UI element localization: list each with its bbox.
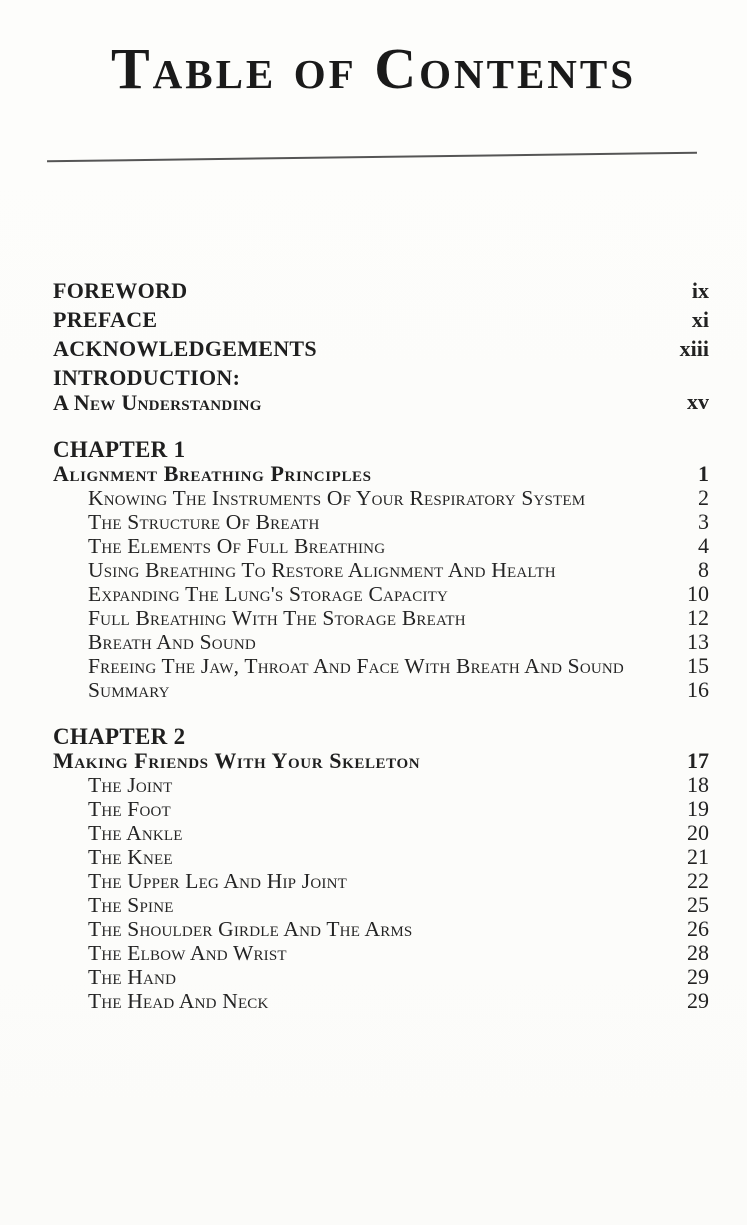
toc-entry-label: The Structure Of Breath [88, 510, 320, 534]
page-title: Table of Contents [110, 36, 637, 101]
toc-entry-label: The Joint [88, 773, 173, 797]
toc-entry-label: Alignment Breathing Principles [53, 461, 372, 486]
toc-entry-page: xv [687, 389, 709, 414]
toc-entry-label: INTRODUCTION: [53, 365, 241, 390]
toc-entry-foreword [53, 278, 709, 307]
toc-entry-label: The Knee [88, 845, 173, 869]
toc-entry [53, 485, 709, 509]
toc-entry [53, 892, 709, 916]
toc-entry [53, 677, 709, 701]
toc-entry-label: The Head And Neck [88, 989, 269, 1013]
toc-entry-page: 19 [687, 796, 709, 821]
toc-entry-page: 18 [687, 772, 709, 797]
toc-chapter-1 [53, 437, 709, 701]
toc-entry-page: 29 [687, 964, 709, 989]
table-of-contents [53, 278, 709, 1012]
toc-entry-page: 2 [698, 485, 709, 510]
toc-entry-page: 25 [687, 892, 709, 917]
toc-entry-label: The Hand [88, 965, 177, 989]
toc-entry-label: Summary [88, 678, 170, 702]
chapter-heading: CHAPTER 2 [53, 724, 186, 749]
toc-entry [53, 868, 709, 892]
toc-entry-page: 15 [687, 653, 709, 678]
toc-entry-label: The Shoulder Girdle And The Arms [88, 917, 413, 941]
toc-entry-label: The Elbow And Wrist [88, 941, 287, 965]
toc-entry-page: 16 [687, 677, 709, 702]
toc-entry [53, 964, 709, 988]
divider-rule [47, 152, 697, 163]
toc-entry [53, 796, 709, 820]
toc-entry [53, 533, 709, 557]
toc-chapter-2 [53, 724, 709, 1012]
toc-entry-label: The Ankle [88, 821, 183, 845]
toc-entry-page: 8 [698, 557, 709, 582]
toc-entry-page: 29 [687, 988, 709, 1013]
toc-entry-chapter-title [53, 461, 709, 485]
toc-entry-page: 10 [687, 581, 709, 606]
toc-entry-page: xi [691, 307, 709, 332]
toc-entry [53, 581, 709, 605]
toc-entry-label: The Foot [88, 797, 171, 821]
toc-entry-label: PREFACE [53, 307, 158, 332]
toc-entry [53, 916, 709, 940]
toc-entry-page: 26 [687, 916, 709, 941]
toc-entry-subtitle: A New Understanding [53, 390, 262, 415]
toc-entry-label: The Spine [88, 893, 174, 917]
toc-entry-label: FOREWORD [53, 278, 188, 303]
toc-entry-page: 1 [698, 461, 709, 486]
toc-entry [53, 629, 709, 653]
toc-entry-label: ACKNOWLEDGEMENTS [53, 336, 317, 361]
toc-entry [53, 988, 709, 1012]
toc-entry-page: 17 [687, 748, 709, 773]
toc-entry-page: xiii [679, 336, 709, 361]
toc-entry [53, 557, 709, 581]
toc-entry [53, 509, 709, 533]
toc-entry-page: 28 [687, 940, 709, 965]
toc-entry-page: 22 [687, 868, 709, 893]
toc-entry-page: 20 [687, 820, 709, 845]
toc-entry [53, 653, 709, 677]
toc-entry-page: ix [691, 278, 709, 303]
toc-entry-chapter-title [53, 748, 709, 772]
toc-entry-page: 3 [698, 509, 709, 534]
toc-entry [53, 940, 709, 964]
chapter-heading: CHAPTER 1 [53, 437, 186, 462]
toc-entry-page: 4 [698, 533, 709, 558]
toc-entry-label: Freeing The Jaw, Throat And Face With Breath And Sound [88, 654, 624, 678]
toc-entry-page: 12 [687, 605, 709, 630]
toc-entry-label: Full Breathing With The Storage Breath [88, 606, 466, 630]
toc-entry [53, 820, 709, 844]
toc-entry-label: Making Friends With Your Skeleton [53, 748, 421, 773]
toc-entry-label: Breath And Sound [88, 630, 256, 654]
toc-entry [53, 772, 709, 796]
toc-entry-label: Knowing The Instruments Of Your Respiratory System [88, 486, 586, 510]
toc-entry-label: The Upper Leg And Hip Joint [88, 869, 347, 893]
toc-entry-introduction [53, 365, 709, 415]
toc-entry-label: Using Breathing To Restore Alignment And Health [88, 558, 556, 582]
toc-entry-page: 13 [687, 629, 709, 654]
toc-entry-label: The Elements Of Full Breathing [88, 534, 386, 558]
toc-entry [53, 844, 709, 868]
toc-entry-label: Expanding The Lung's Storage Capacity [88, 582, 449, 606]
toc-entry-acknowledgements [53, 336, 709, 365]
toc-entry-page: 21 [687, 844, 709, 869]
toc-entry [53, 605, 709, 629]
toc-entry-preface [53, 307, 709, 336]
